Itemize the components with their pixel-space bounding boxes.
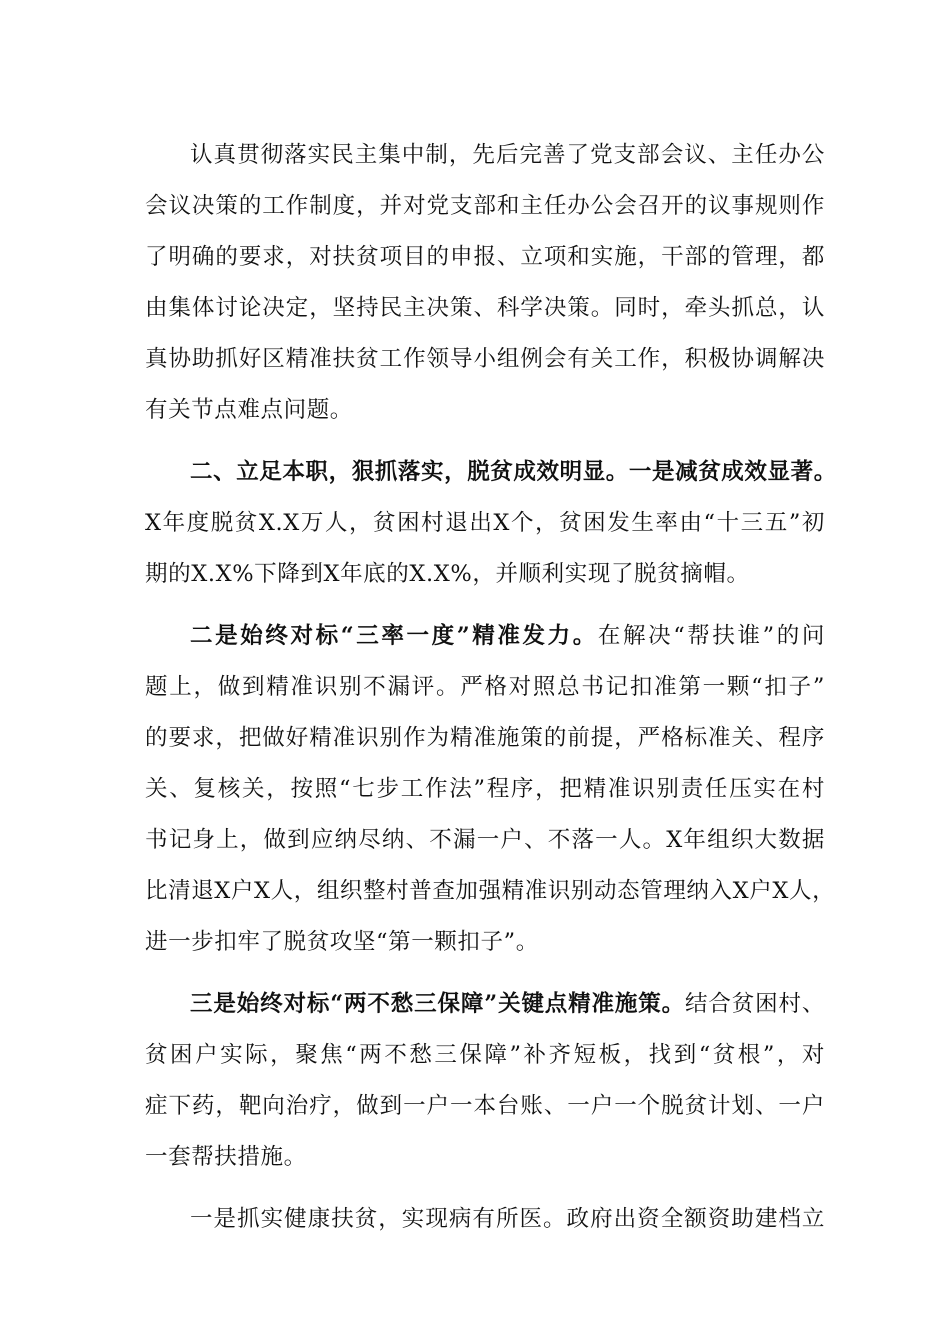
text-line: 了明确的要求，对扶贫项目的申报、立项和实施，干部的管理，都 (145, 244, 825, 270)
paragraph-2 (145, 447, 837, 600)
text-line: 贫困户实际，聚焦“两不愁三保障”补齐短板，找到“贫根”，对 (145, 1042, 825, 1068)
text-line (145, 611, 825, 662)
text-line: 进一步扣牢了脱贫攻坚“第一颗扣子”。 (145, 929, 539, 955)
bold-lead: 二是始终对标“三率一度”精准发力。 (190, 623, 598, 649)
paragraph-3 (145, 611, 836, 968)
paragraph-1 (145, 130, 825, 436)
text-line: 期的X.X%下降到X年底的X.X%，并顺利实现了脱贫摘帽。 (145, 561, 750, 587)
text-line: 一套帮扶措施。 (145, 1144, 307, 1170)
paragraph-5 (145, 1194, 825, 1245)
text-line (145, 979, 825, 1030)
text-line: 认真贯彻落实民主集中制，先后完善了党支部会议、主任办公 (190, 142, 825, 168)
text-line: 一是抓实健康扶贫，实现病有所医。政府出资全额资助建档立 (190, 1206, 825, 1232)
text-line: 会议决策的工作制度，并对党支部和主任办公会召开的议事规则作 (145, 193, 825, 219)
bold-lead: 三是始终对标“两不愁三保障”关键点精准施策。 (190, 991, 686, 1017)
text-line: 关、复核关，按照“七步工作法”程序，把精准识别责任压实在村 (145, 776, 825, 802)
text-run: 在解决“帮扶谁”的问 (597, 623, 825, 649)
text-line: 真协助抓好区精准扶贫工作领导小组例会有关工作，积极协调解决 (145, 346, 825, 372)
section-heading: 二、立足本职，狠抓落实，脱贫成效明显。一是减贫成效显著。 (190, 459, 837, 485)
text-line: 症下药，靶向治疗，做到一户一本台账、一户一个脱贫计划、一户 (145, 1093, 825, 1119)
text-run: 结合贫困村、 (685, 991, 825, 1017)
document-page (145, 130, 837, 1245)
text-line: 由集体讨论决定，坚持民主决策、科学决策。同时，牵头抓总，认 (145, 295, 825, 321)
text-line: 比清退X户X人，组织整村普查加强精准识别动态管理纳入X户X人， (145, 878, 836, 904)
text-line: 有关节点难点问题。 (145, 397, 353, 423)
text-line: 题上，做到精准识别不漏评。严格对照总书记扣准第一颗“扣子” (145, 674, 825, 700)
paragraph-4 (145, 979, 825, 1183)
text-line: 的要求，把做好精准识别作为精准施策的前提，严格标准关、程序 (145, 725, 825, 751)
text-line: 书记身上，做到应纳尽纳、不漏一户、不落一人。X年组织大数据 (145, 827, 825, 853)
text-line: X年度脱贫X.X万人，贫困村退出X个，贫困发生率由“十三五”初 (145, 510, 825, 536)
